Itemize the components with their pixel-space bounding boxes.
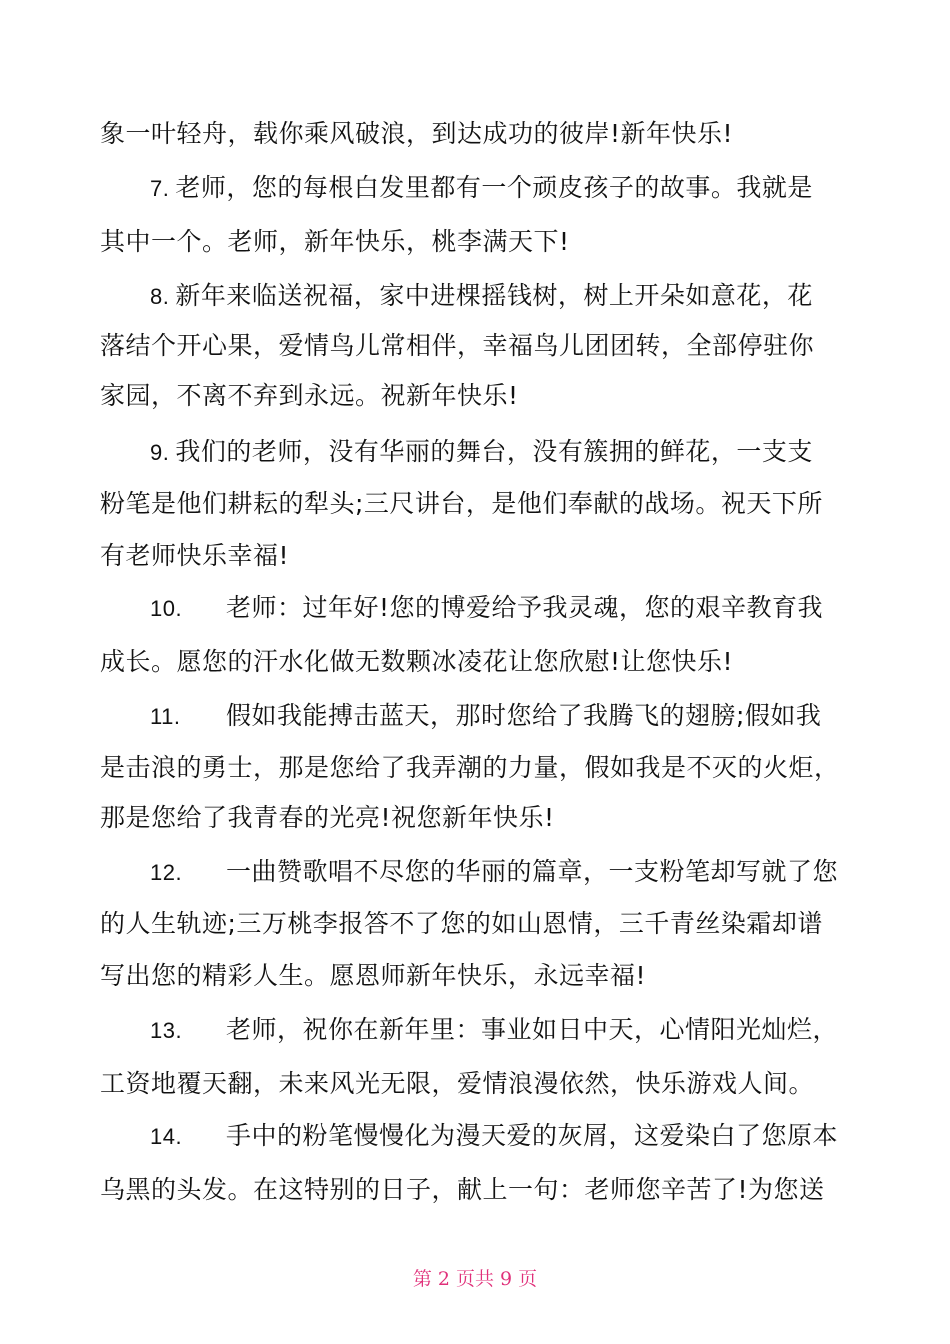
item-number: 13. — [150, 1018, 183, 1043]
list-item — [150, 856, 910, 889]
line-text: 乌黑的头发。在这特别的日子，献上一句：老师您辛苦了!为您送 — [100, 1175, 825, 1204]
item-number: 10. — [150, 596, 183, 621]
line-text: 假如我能搏击蓝天，那时您给了我腾飞的翅膀;假如我 — [226, 701, 822, 730]
text-line — [100, 380, 860, 412]
list-item — [150, 1120, 910, 1153]
line-text: 的人生轨迹;三万桃李报答不了您的如山恩情，三千青丝染霜却谱 — [100, 909, 823, 938]
text-line — [100, 488, 860, 520]
item-number: 14. — [150, 1124, 183, 1149]
text-line — [100, 330, 860, 362]
text-line — [100, 226, 860, 258]
list-item — [150, 280, 910, 313]
text-line — [100, 540, 860, 572]
text-line — [100, 1174, 860, 1206]
item-number: 7. — [150, 176, 170, 201]
text-line — [100, 1068, 860, 1100]
line-text: 成长。愿您的汗水化做无数颗冰凌花让您欣慰!让您快乐! — [100, 647, 734, 676]
line-text: 老师：过年好!您的博爱给予我灵魂，您的艰辛教育我 — [226, 593, 824, 622]
line-text: 新年来临送祝福，家中进棵摇钱树，树上开朵如意花，花 — [175, 281, 813, 310]
line-text: 是击浪的勇士，那是您给了我弄潮的力量，假如我是不灭的火炬， — [100, 753, 840, 782]
list-item — [150, 436, 910, 469]
list-item — [150, 592, 910, 625]
text-line — [100, 118, 860, 150]
text-line — [100, 752, 860, 784]
text-line — [100, 960, 860, 992]
line-text: 手中的粉笔慢慢化为漫天爱的灰屑，这爱染白了您原本 — [226, 1121, 839, 1150]
text-line — [100, 802, 860, 834]
line-text: 象一叶轻舟，载你乘风破浪，到达成功的彼岸!新年快乐! — [100, 119, 734, 148]
text-line — [100, 646, 860, 678]
page-number-footer: 第 2 页共 9 页 — [412, 1268, 538, 1290]
text-line — [100, 908, 860, 940]
list-item — [150, 700, 910, 733]
line-text: 老师，祝你在新年里：事业如日中天，心情阳光灿烂， — [226, 1015, 839, 1044]
line-text: 家园，不离不弃到永远。祝新年快乐! — [100, 381, 519, 410]
line-text: 一曲赞歌唱不尽您的华丽的篇章，一支粉笔却写就了您 — [226, 857, 839, 886]
item-number: 8. — [150, 284, 170, 309]
line-text: 我们的老师，没有华丽的舞台，没有簇拥的鲜花，一支支 — [175, 437, 813, 466]
line-text: 老师，您的每根白发里都有一个顽皮孩子的故事。我就是 — [175, 173, 813, 202]
line-text: 工资地覆天翻，未来风光无限，爱情浪漫依然，快乐游戏人间。 — [100, 1069, 815, 1098]
line-text: 粉笔是他们耕耘的犁头;三尺讲台，是他们奉献的战场。祝天下所 — [100, 489, 823, 518]
item-number: 11. — [150, 704, 181, 729]
line-text: 落结个开心果，爱情鸟儿常相伴，幸福鸟儿团团转，全部停驻你 — [100, 331, 815, 360]
line-text: 有老师快乐幸福! — [100, 541, 290, 570]
item-number: 9. — [150, 440, 170, 465]
line-text: 其中一个。老师，新年快乐，桃李满天下! — [100, 227, 570, 256]
line-text: 那是您给了我青春的光亮!祝您新年快乐! — [100, 803, 555, 832]
line-text: 写出您的精彩人生。愿恩师新年快乐，永远幸福! — [100, 961, 647, 990]
list-item — [150, 172, 910, 205]
list-item — [150, 1014, 910, 1047]
item-number: 12. — [150, 860, 183, 885]
